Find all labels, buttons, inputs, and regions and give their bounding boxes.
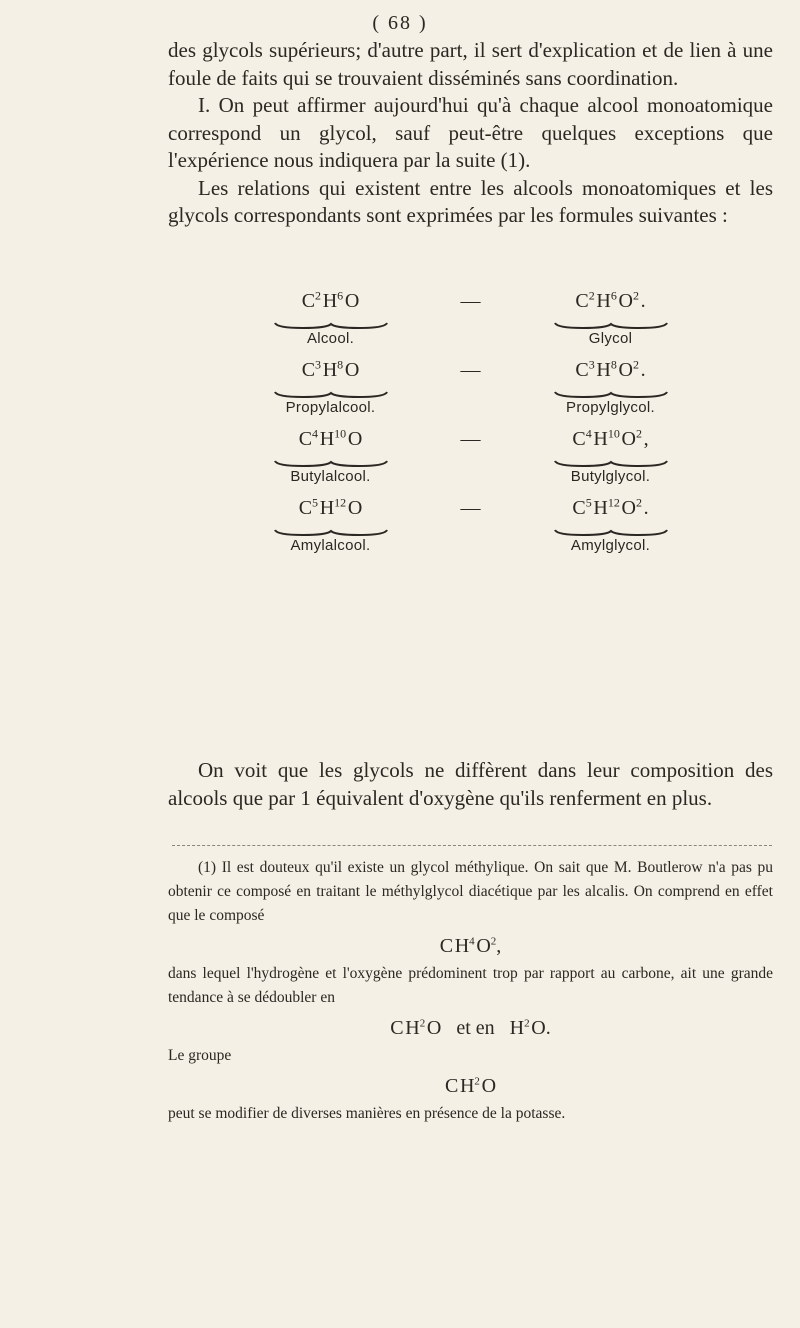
formula-row <box>168 497 773 526</box>
paragraph-continuation: des glycols supérieurs; d'autre part, il sert d'explication et de lien à une foule de faits qui se trouvaient disséminés sans coordination. <box>168 38 773 90</box>
alcohol-name: Alcool. <box>221 319 441 359</box>
alcohol-name: Butylalcool. <box>221 457 441 497</box>
intro-text <box>168 37 773 230</box>
formula-dash: — <box>460 497 481 519</box>
brace-mark <box>553 529 669 537</box>
formula-names-row <box>168 388 773 428</box>
page-number: ( 68 ) <box>372 12 428 34</box>
footnote-paragraph-3: peut se modifier de diverses manières en présence de la potasse. <box>168 1105 566 1122</box>
formula-row <box>168 428 773 457</box>
footnote-paragraph-1: (1) Il est douteux qu'il existe un glycol méthylique. On sait que M. Boutlerow n'a pas pu obtenir ce composé en traitant le méthylglycol diacétique par les alcalis. On comprend en effet que le composé <box>168 859 773 924</box>
formula-dash: — <box>460 290 481 312</box>
footnote-label-group: Le groupe <box>168 1047 232 1064</box>
brace-mark <box>553 460 669 468</box>
paragraph-conclusion: On voit que les glycols ne diffèrent dans leur composition des alcools que par 1 équivalent d'oxygène qu'ils renferment en plus. <box>168 758 773 810</box>
formula-dash: — <box>460 359 481 381</box>
brace-mark <box>553 391 669 399</box>
glycol-name: Amylglycol. <box>501 526 721 566</box>
alcohol-formula: $C^5$ $H^{12}$ O <box>298 495 363 519</box>
conclusion-text <box>168 757 773 812</box>
alcohol-name: Amylalcool. <box>221 526 441 566</box>
formula-row <box>168 359 773 388</box>
footnote-formula-3: C $H^2$ O <box>444 1075 497 1097</box>
glycol-name: Glycol <box>501 319 721 359</box>
paragraph-relations: Les relations qui existent entre les alcools monoatomiques et les glycols correspondants sont exprimées par les formules suivantes : <box>168 175 773 227</box>
brace-mark <box>273 322 389 330</box>
alcohol-formula: $C^2$ $H^6$ O <box>301 288 360 312</box>
glycol-formula: $C^3$ $H^8$ $O^2$ . <box>575 357 646 381</box>
glycol-formula: $C^2$ $H^6$ $O^2$ . <box>575 288 646 312</box>
glycol-name: Butylglycol. <box>501 457 721 497</box>
alcohol-formula: $C^3$ $H^8$ O <box>301 357 360 381</box>
formula-row <box>168 290 773 319</box>
paragraph-section-one: I. On peut affirmer aujourd'hui qu'à chaque alcool monoatomique correspond un glycol, sauf peut-être quelques exceptions que l'expérience nous indiquera par la suite (1). <box>168 93 773 172</box>
glycol-formula: $C^4$ $H^{10}$ $O^2$ , <box>572 426 649 450</box>
glycol-formula: $C^5$ $H^{12}$ $O^2$ . <box>572 495 649 519</box>
footnote-paragraph-2: dans lequel l'hydrogène et l'oxygène prédominent trop par rapport au carbone, ait une grande tendance à se dédoubler en <box>168 965 773 1006</box>
formula-dash: — <box>460 428 481 450</box>
brace-mark <box>273 391 389 399</box>
formula-names-row <box>168 526 773 566</box>
alcohol-name: Propylalcool. <box>221 388 441 428</box>
footnote <box>168 856 773 1126</box>
formula-names-row <box>168 457 773 497</box>
footnote-divider <box>172 845 772 846</box>
alcohol-formula: $C^4$ $H^{10}$ O <box>298 426 363 450</box>
brace-mark <box>273 529 389 537</box>
brace-mark <box>553 322 669 330</box>
glycol-name: Propylglycol. <box>501 388 721 428</box>
brace-mark <box>273 460 389 468</box>
footnote-formula-2: C $H^2$ O et en $H^2$ O. <box>390 1017 551 1039</box>
formula-names-row <box>168 319 773 359</box>
formula-table <box>168 290 773 566</box>
footnote-formula-1: C $H^4$ $O^2$, <box>439 935 502 957</box>
